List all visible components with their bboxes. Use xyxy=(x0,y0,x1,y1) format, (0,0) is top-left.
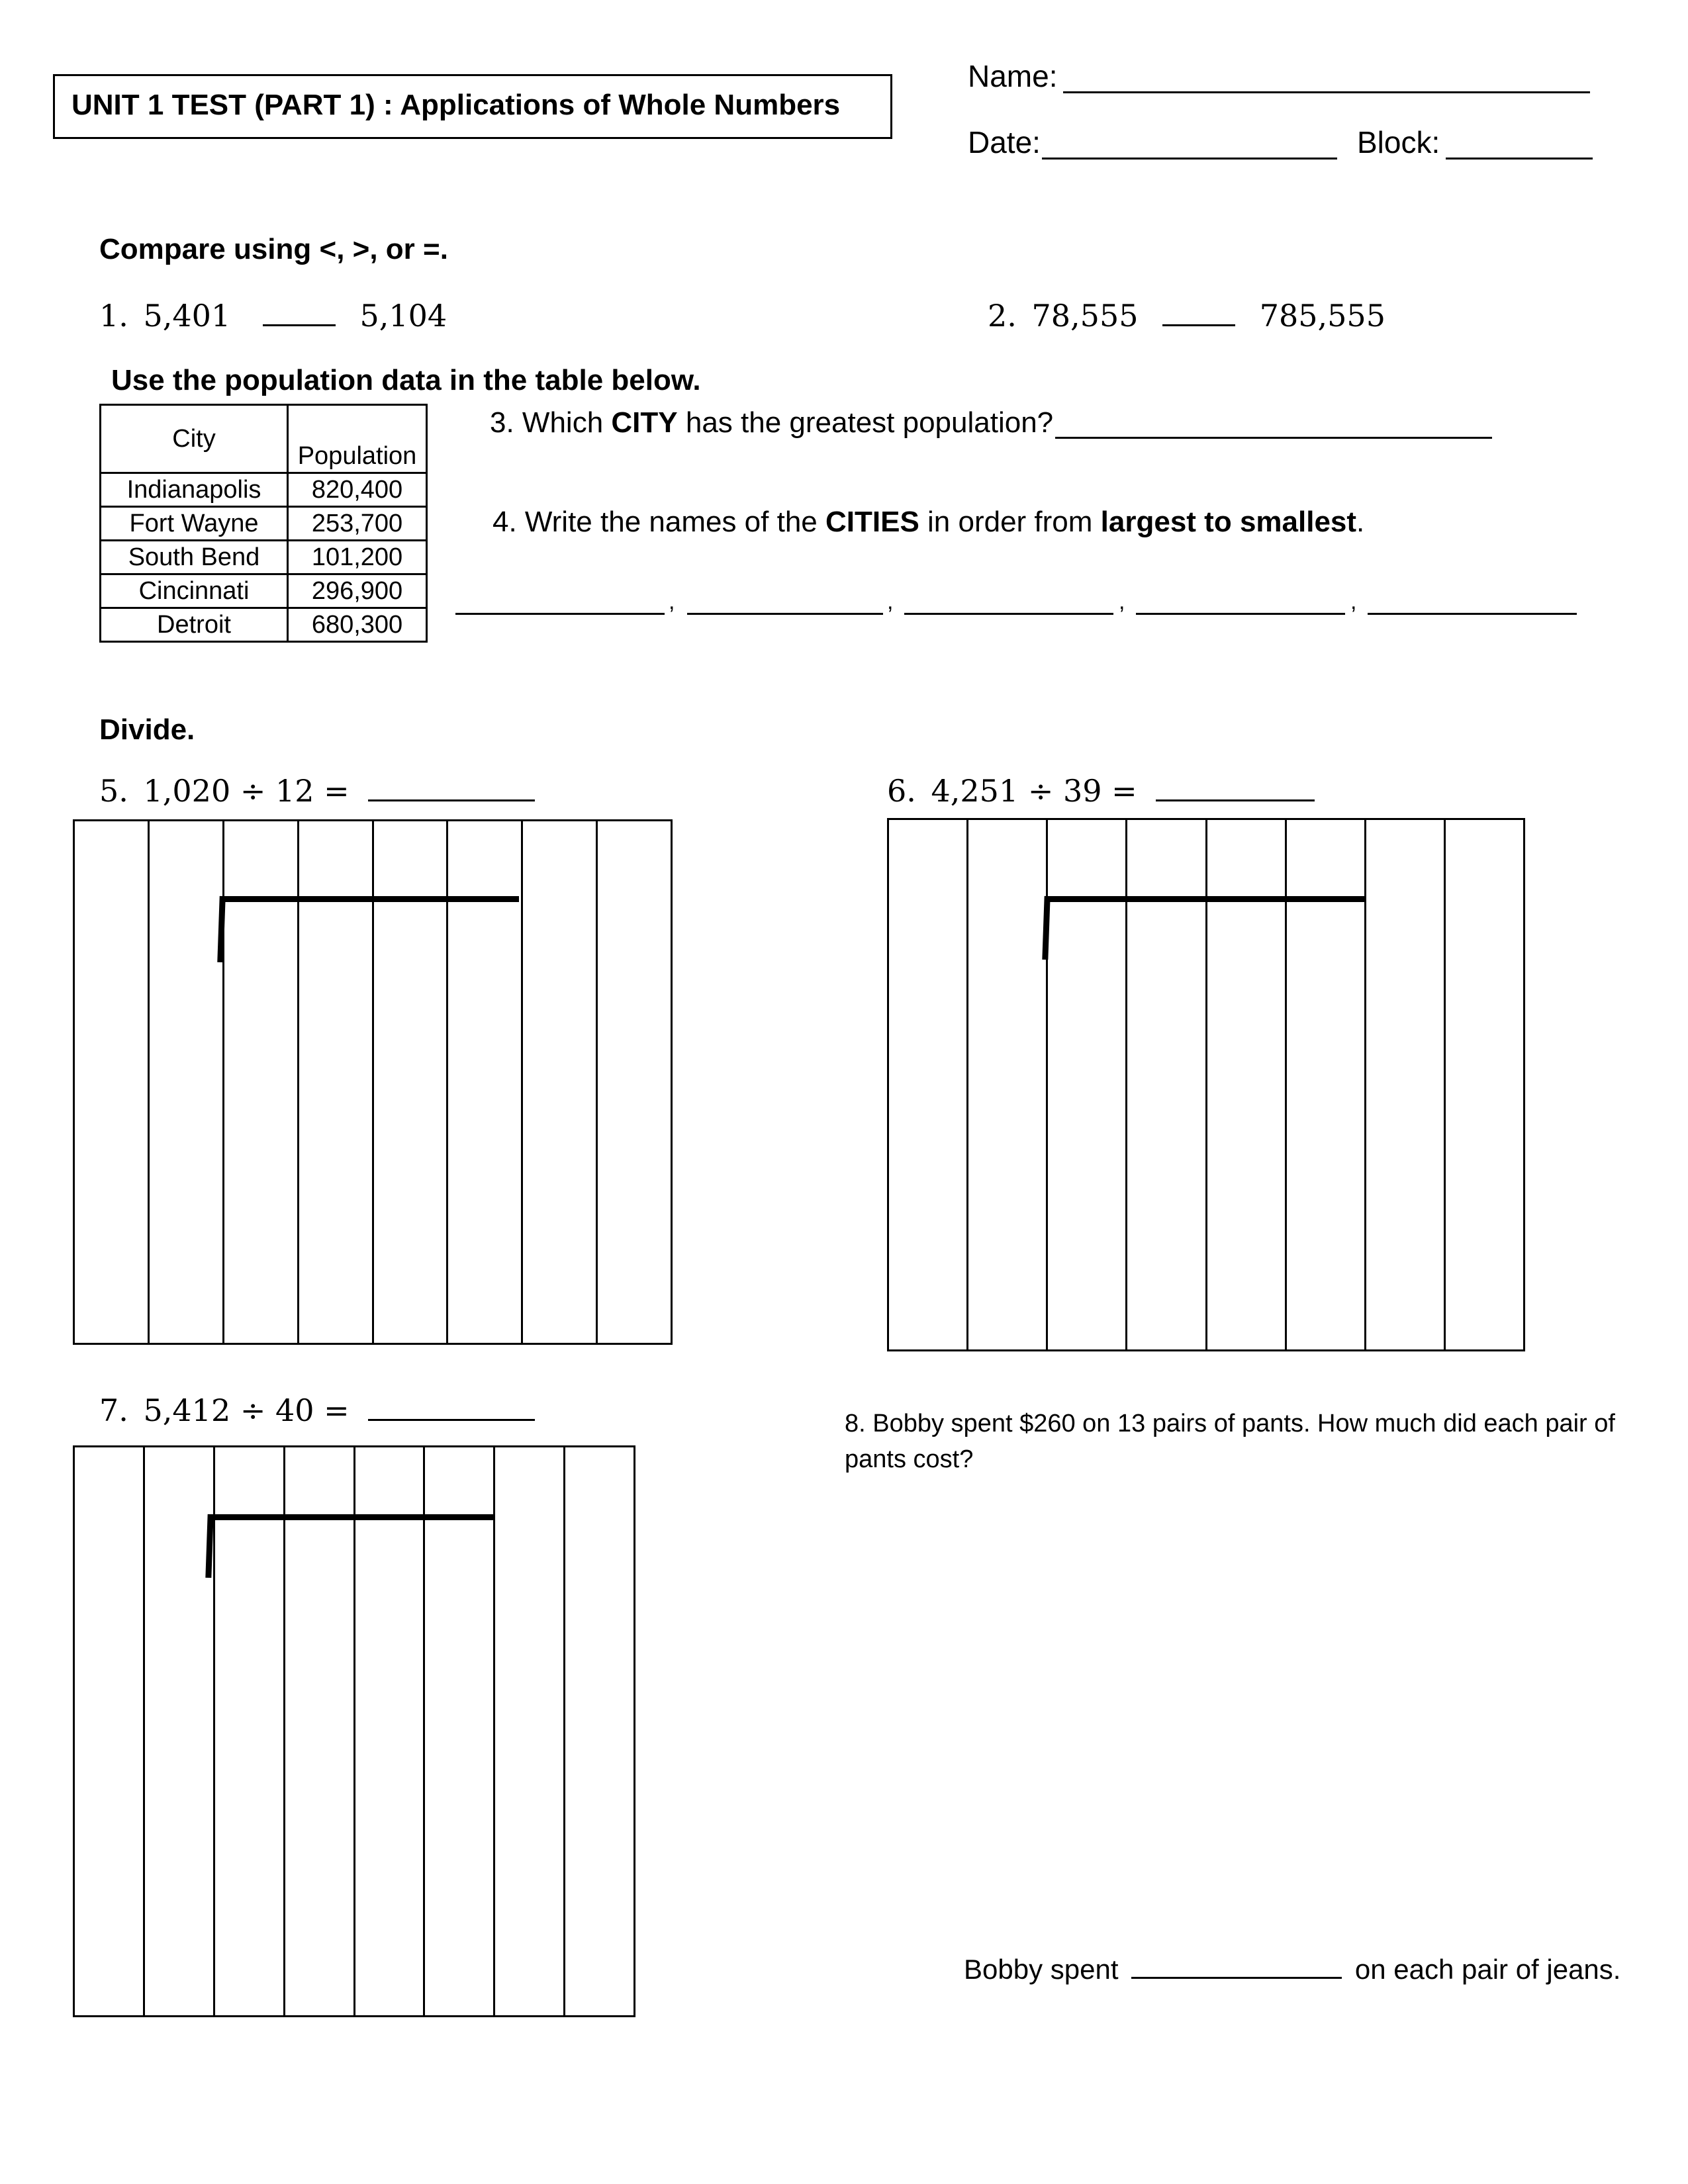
table-row xyxy=(101,574,427,608)
q7-division-bracket-top xyxy=(209,1514,494,1520)
q4-answer-line-5[interactable] xyxy=(1368,613,1577,615)
compare-instruction: Compare using <, >, or =. xyxy=(99,233,448,265)
question-2 xyxy=(988,298,1385,334)
comma: , xyxy=(669,589,675,614)
q4-answer-line-3[interactable] xyxy=(904,613,1113,615)
population-table xyxy=(99,404,428,643)
population-instruction: Use the population data in the table below. xyxy=(111,364,701,396)
comma: , xyxy=(1350,589,1357,614)
q7-answer-blank[interactable] xyxy=(368,1418,535,1421)
question-7: 7. 5,412 ÷ 40 = xyxy=(99,1392,535,1428)
question-5: 5. 1,020 ÷ 12 = xyxy=(99,773,535,809)
q2-answer-blank[interactable] xyxy=(1162,324,1235,326)
question-4: 4. Write the names of the CITIES in order from largest to smallest. xyxy=(492,506,1365,538)
header-population: Population xyxy=(288,405,427,473)
population-cell: 253,700 xyxy=(288,507,427,541)
city-cell: Cincinnati xyxy=(101,574,288,608)
q4-answer-line-2[interactable] xyxy=(687,613,883,615)
q6-answer-blank[interactable] xyxy=(1156,799,1315,801)
q4-answer-line-4[interactable] xyxy=(1136,613,1345,615)
population-cell: 680,300 xyxy=(288,608,427,642)
q1-number: 1. xyxy=(99,298,128,334)
date-field[interactable] xyxy=(1042,158,1337,159)
comma: , xyxy=(887,589,894,614)
table-row xyxy=(101,541,427,574)
name-field[interactable] xyxy=(1063,91,1590,93)
question-6: 6. 4,251 ÷ 39 = xyxy=(887,773,1315,809)
q3-answer-line[interactable] xyxy=(1055,437,1492,439)
divide-instruction: Divide. xyxy=(99,713,195,746)
table-row xyxy=(101,473,427,507)
question-3: 3. Which CITY has the greatest population? xyxy=(490,406,1054,439)
city-cell: Detroit xyxy=(101,608,288,642)
q5-answer-blank[interactable] xyxy=(368,799,535,801)
city-cell: South Bend xyxy=(101,541,288,574)
population-cell: 101,200 xyxy=(288,541,427,574)
page-title: UNIT 1 TEST (PART 1) : Applications of Whole Numbers xyxy=(71,89,841,121)
block-label: Block: xyxy=(1357,125,1440,159)
comma: , xyxy=(1119,589,1125,614)
q4-answer-line-1[interactable] xyxy=(455,613,665,615)
q6-division-bracket-top xyxy=(1046,896,1366,902)
q1-left-value: 5,401 xyxy=(143,298,231,334)
q1-right-value: 5,104 xyxy=(359,298,447,334)
population-cell: 296,900 xyxy=(288,574,427,608)
block-field[interactable] xyxy=(1446,158,1593,159)
q5-division-bracket-top xyxy=(220,896,519,902)
question-8: 8. Bobby spent $260 on 13 pairs of pants. How much did each pair of pants cost? xyxy=(845,1410,1615,1473)
city-cell: Indianapolis xyxy=(101,473,288,507)
table-row xyxy=(101,507,427,541)
q8-answer-sentence: Bobby spent on each pair of jeans. xyxy=(964,1954,1621,1985)
q7-work-grid xyxy=(73,1445,635,2017)
q2-number: 2. xyxy=(988,298,1017,334)
q2-left-value: 78,555 xyxy=(1031,298,1139,334)
name-label: Name: xyxy=(968,59,1058,93)
table-header-row xyxy=(101,405,427,473)
table-row xyxy=(101,608,427,642)
date-label: Date: xyxy=(968,125,1041,159)
q1-answer-blank[interactable] xyxy=(263,324,336,326)
population-cell: 820,400 xyxy=(288,473,427,507)
header-city: City xyxy=(101,405,288,473)
city-cell: Fort Wayne xyxy=(101,507,288,541)
question-1 xyxy=(99,298,447,334)
q2-right-value: 785,555 xyxy=(1259,298,1385,334)
q8-answer-blank[interactable] xyxy=(1131,1976,1342,1979)
